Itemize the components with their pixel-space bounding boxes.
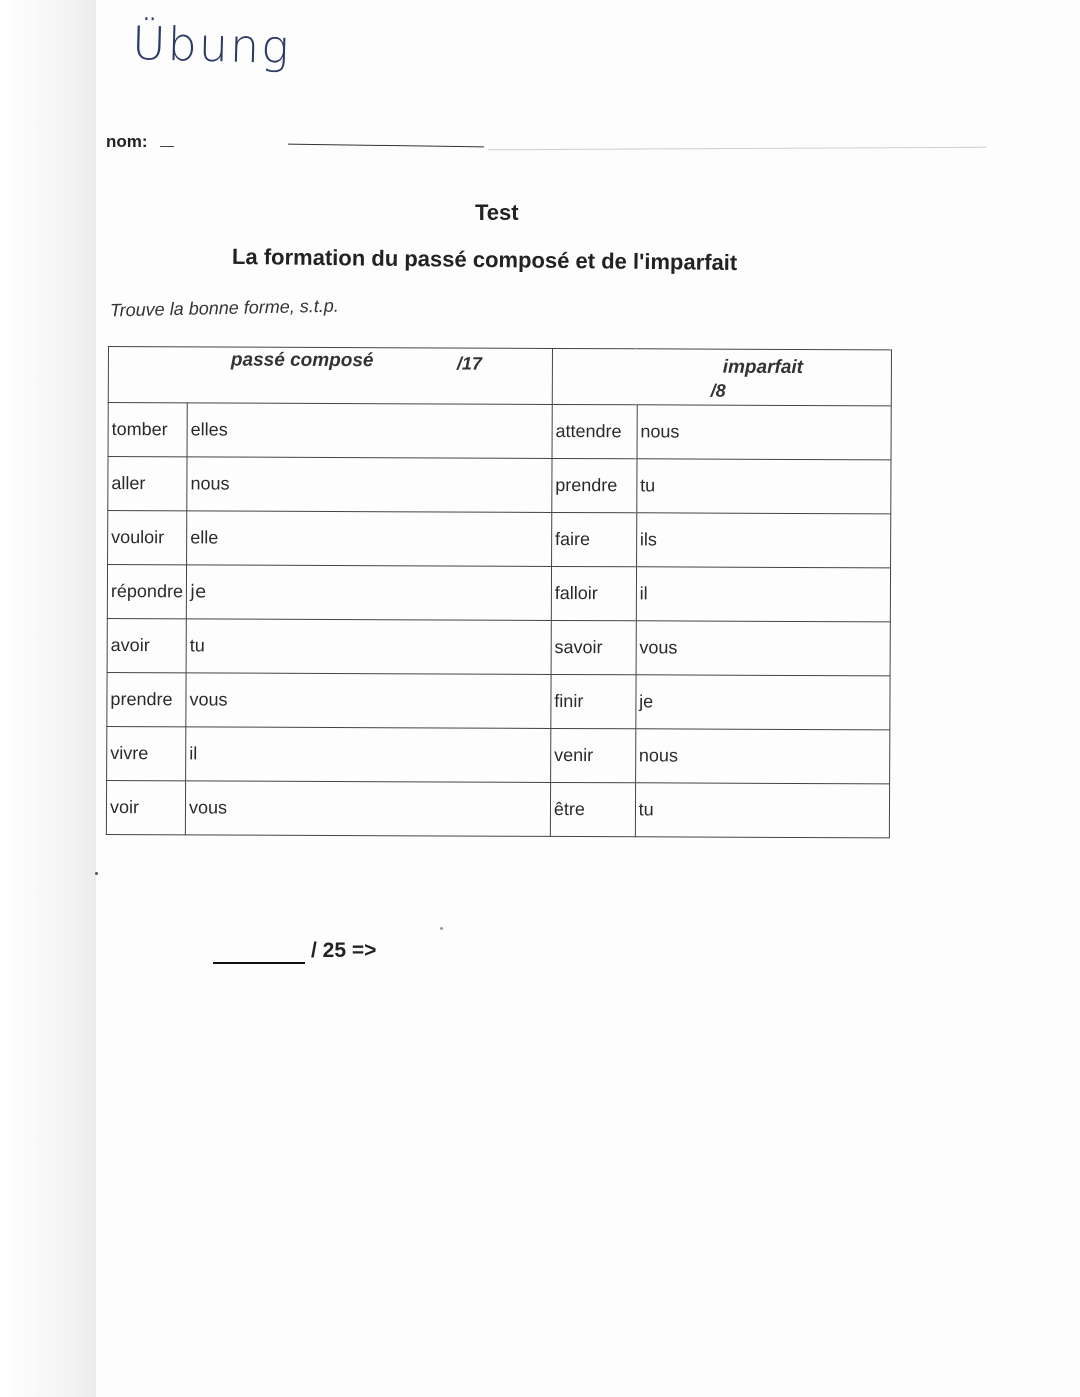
total-score-blank[interactable] <box>213 962 305 964</box>
imparfait-header <box>552 348 891 405</box>
pc-verb-cell: prendre <box>107 672 186 726</box>
pc-verb-cell: aller <box>108 457 187 511</box>
pc-answer-cell[interactable]: il <box>186 727 551 783</box>
pc-verb-cell: avoir <box>107 618 186 672</box>
page-title: La formation du passé composé et de l'imparfait <box>231 243 738 276</box>
pc-verb-cell: tomber <box>108 403 187 457</box>
pc-verb-cell: répondre <box>107 565 186 619</box>
table-row <box>107 672 890 729</box>
imp-answer-cell[interactable]: nous <box>635 729 890 784</box>
table-row <box>108 403 891 460</box>
imparfait-label: imparfait <box>722 356 804 379</box>
pc-answer-cell[interactable]: tu <box>186 619 551 675</box>
imp-verb-cell: prendre <box>552 458 637 512</box>
passe-compose-header <box>108 347 552 405</box>
imp-answer-cell[interactable]: tu <box>635 783 890 838</box>
table-row <box>108 511 891 568</box>
pc-verb-cell: voir <box>106 780 185 834</box>
conjugation-table <box>106 346 892 838</box>
imp-verb-cell: finir <box>551 674 636 728</box>
imparfait-points: /8 <box>710 380 726 401</box>
pc-answer-cell[interactable]: elle <box>187 511 552 567</box>
pc-answer-cell[interactable]: nous <box>187 457 552 513</box>
imp-verb-cell: savoir <box>551 620 636 674</box>
table-row <box>106 780 889 837</box>
imp-verb-cell: attendre <box>552 404 637 458</box>
passe-compose-points: /17 <box>456 353 483 374</box>
page-edge-shadow <box>0 0 96 1397</box>
test-title: Test <box>475 200 519 225</box>
imp-answer-cell[interactable]: il <box>636 567 891 622</box>
imp-answer-cell[interactable]: je <box>636 675 891 730</box>
pc-answer-cell[interactable]: vous <box>185 781 550 837</box>
table-row <box>107 565 890 622</box>
paper-speck <box>95 872 98 875</box>
imp-verb-cell: falloir <box>551 566 636 620</box>
pc-verb-cell: vivre <box>107 726 186 780</box>
imp-verb-cell: faire <box>551 512 636 566</box>
passe-compose-label: passé composé <box>230 349 374 372</box>
instruction-text: Trouve la bonne forme, s.t.p. <box>109 295 339 321</box>
imp-answer-cell[interactable]: tu <box>636 459 891 514</box>
imp-answer-cell[interactable]: ils <box>636 513 891 568</box>
pc-verb-cell: vouloir <box>108 511 187 565</box>
imp-verb-cell: être <box>550 782 635 836</box>
imp-verb-cell: venir <box>550 728 635 782</box>
pc-answer-cell[interactable]: vous <box>186 673 551 729</box>
pc-answer-cell[interactable]: elles <box>187 403 552 459</box>
pc-answer-cell[interactable]: je <box>186 565 551 621</box>
table-header-row <box>108 347 891 406</box>
imp-answer-cell[interactable]: nous <box>637 405 892 460</box>
paper-speck <box>440 927 443 930</box>
name-pen-mark <box>160 146 174 147</box>
table-row <box>107 726 890 783</box>
imp-answer-cell[interactable]: vous <box>636 621 891 676</box>
total-score-label: / 25 => <box>311 939 377 962</box>
name-label: nom: <box>106 132 148 151</box>
table-row <box>108 457 891 514</box>
handwritten-title: Übung <box>131 15 292 75</box>
table-row <box>107 618 890 675</box>
